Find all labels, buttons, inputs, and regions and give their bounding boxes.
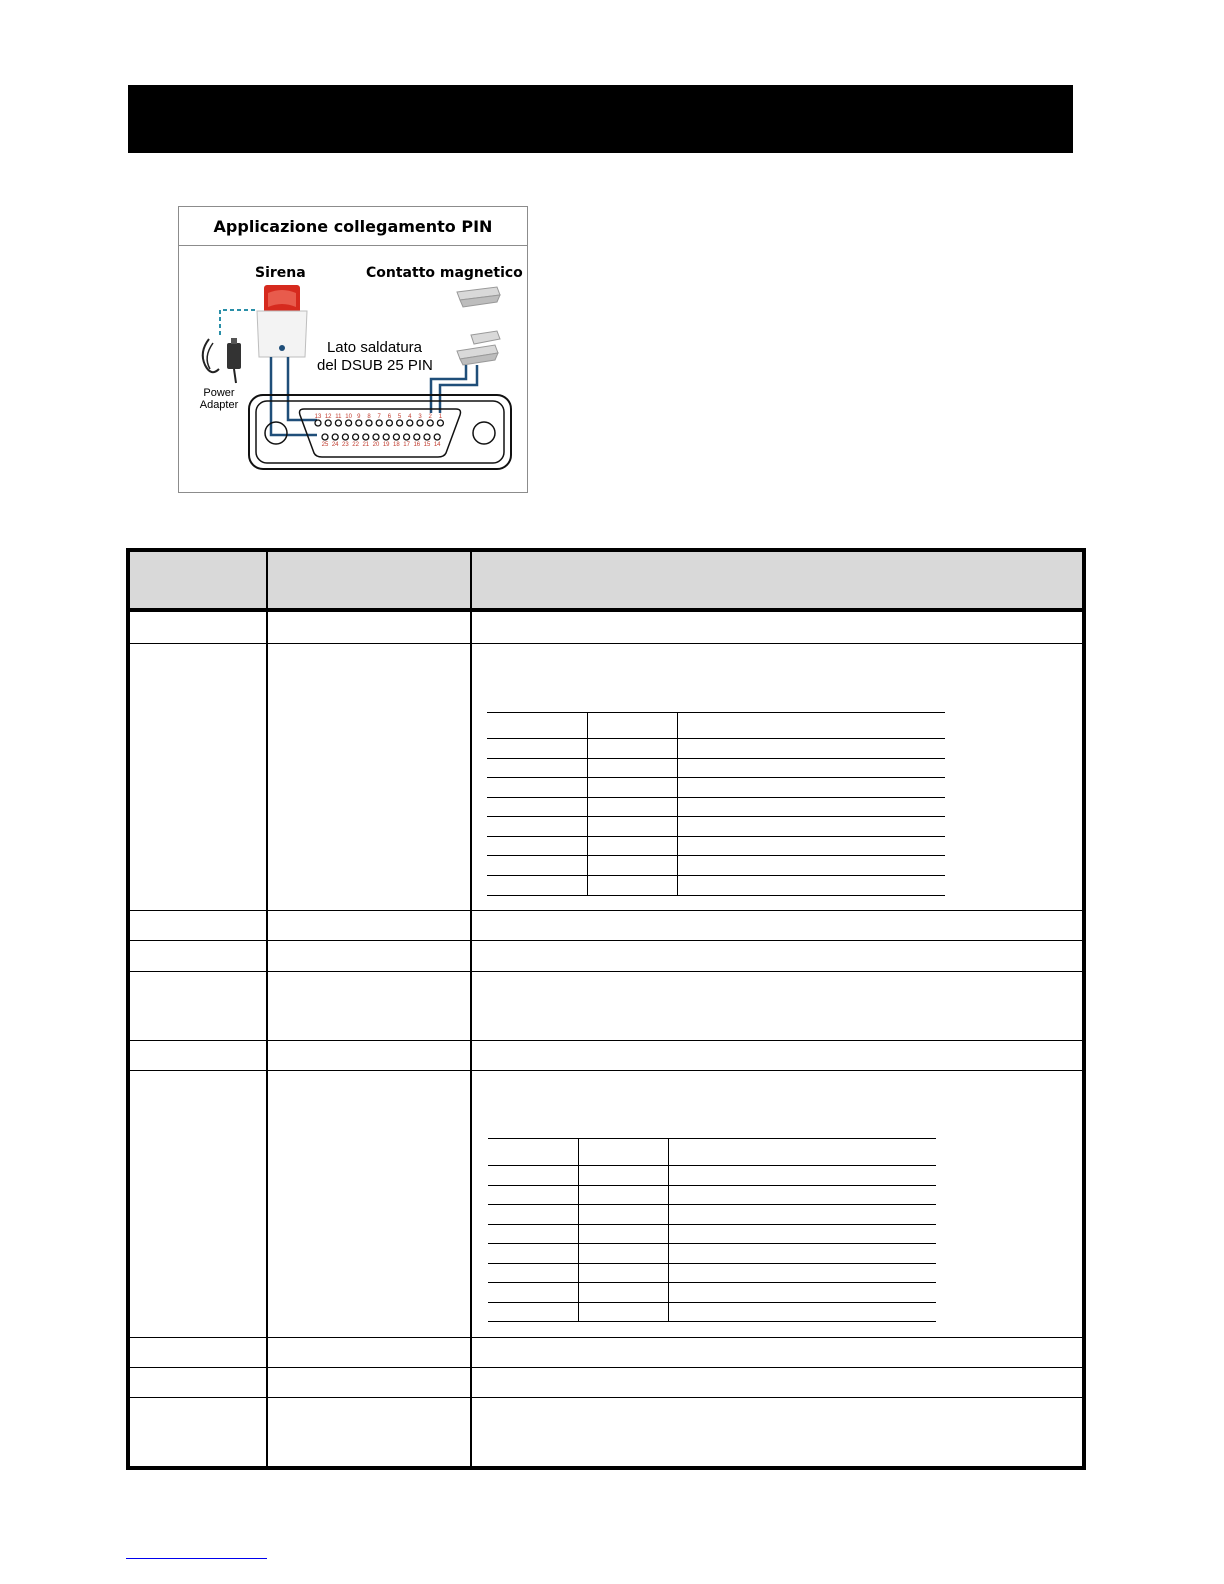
footnote-rule — [126, 1558, 267, 1559]
power-link-dashed — [220, 310, 256, 335]
pin-number-label: 2 — [428, 414, 432, 420]
pin-circle — [363, 434, 369, 440]
pin-circle — [342, 434, 348, 440]
pin-number-label: 14 — [433, 442, 441, 448]
pin-circle — [427, 420, 433, 426]
magnetic-contact-icon — [457, 287, 500, 365]
pin-number-label: 18 — [393, 442, 400, 448]
contact-wire-left — [431, 365, 466, 413]
pin-circle — [414, 434, 420, 440]
pin-number-label: 17 — [403, 442, 410, 448]
power-adapter-icon — [203, 338, 241, 383]
pin-circle — [376, 420, 382, 426]
table-row-divider — [130, 1070, 1082, 1071]
pin-circle — [335, 420, 341, 426]
pin-number-label: 4 — [408, 414, 412, 420]
power-adapter-label-line1: Power — [203, 387, 235, 399]
power-adapter-label-line2: Adapter — [199, 399, 239, 411]
specification-table — [126, 548, 1086, 1470]
connector-label-line2: del DSUB 25 PIN — [317, 357, 433, 374]
table-row-divider — [130, 1397, 1082, 1398]
pin-number-label: 9 — [357, 414, 361, 420]
table-row-divider — [130, 971, 1082, 972]
siren-wire-right — [288, 357, 317, 420]
pin-number-label: 23 — [342, 442, 349, 448]
pin-circle — [325, 420, 331, 426]
pin-circle — [437, 420, 443, 426]
pin-number-label: 5 — [397, 414, 402, 420]
pin-number-label: 12 — [324, 414, 332, 420]
pin-circle — [393, 434, 399, 440]
column-divider — [266, 552, 268, 1466]
pin-number-label: 3 — [418, 414, 422, 420]
pin-circle — [386, 420, 392, 426]
pin-number-label: 13 — [314, 414, 322, 420]
pin-number-label: 16 — [413, 442, 421, 448]
pin-sub-table — [487, 712, 947, 902]
pin-number-label: 20 — [372, 442, 380, 448]
pin-number-label: 8 — [367, 414, 371, 420]
pin-circle — [356, 420, 362, 426]
column-divider — [470, 552, 472, 1466]
pin-circle — [346, 420, 352, 426]
table-header-row — [130, 552, 1082, 612]
pin-number-label: 7 — [377, 414, 381, 420]
connector-label — [317, 339, 432, 375]
pin-number-label: 11 — [335, 414, 342, 420]
table-row-divider — [130, 940, 1082, 941]
contact-wire-right — [440, 365, 477, 413]
pin-number-label: 6 — [387, 414, 392, 420]
pin-number-label: 24 — [331, 442, 339, 448]
table-row-divider — [130, 1337, 1082, 1338]
pin-number-label: 21 — [362, 442, 370, 448]
siren-icon — [257, 285, 307, 357]
pin-circle — [332, 434, 338, 440]
pin-number-label: 19 — [382, 442, 390, 448]
pin-number-label: 10 — [345, 414, 352, 420]
siren-label: Sirena — [255, 265, 306, 281]
table-row-divider — [130, 910, 1082, 911]
pin-circle — [353, 434, 359, 440]
pin-circle — [404, 434, 410, 440]
table-row-divider — [130, 1367, 1082, 1368]
figure-title: Applicazione collegamento PIN — [179, 207, 527, 246]
pin-circle — [366, 420, 372, 426]
magnetic-contact-label: Contatto magnetico — [366, 265, 523, 281]
pin-circle — [322, 434, 328, 440]
pin-circle — [424, 434, 430, 440]
pin-number-label: 25 — [321, 442, 329, 448]
pin-sub-table — [488, 1138, 938, 1328]
power-adapter-label — [195, 387, 243, 411]
pin-circle — [373, 434, 379, 440]
pin-number-label: 22 — [352, 442, 359, 448]
table-row-divider — [130, 1040, 1082, 1041]
pin-number-label: 15 — [423, 442, 431, 448]
pin-circle — [383, 434, 389, 440]
pin-circle — [397, 420, 403, 426]
pin-connection-figure — [178, 206, 528, 493]
pin-circle — [417, 420, 423, 426]
pin-circle — [407, 420, 413, 426]
table-row-divider — [130, 643, 1082, 644]
pin-circle — [315, 420, 321, 426]
pin-number-label: 1 — [438, 414, 443, 420]
connector-label-line1: Lato saldatura — [326, 339, 423, 356]
section-header-bar — [128, 85, 1073, 153]
pin-circle — [434, 434, 440, 440]
